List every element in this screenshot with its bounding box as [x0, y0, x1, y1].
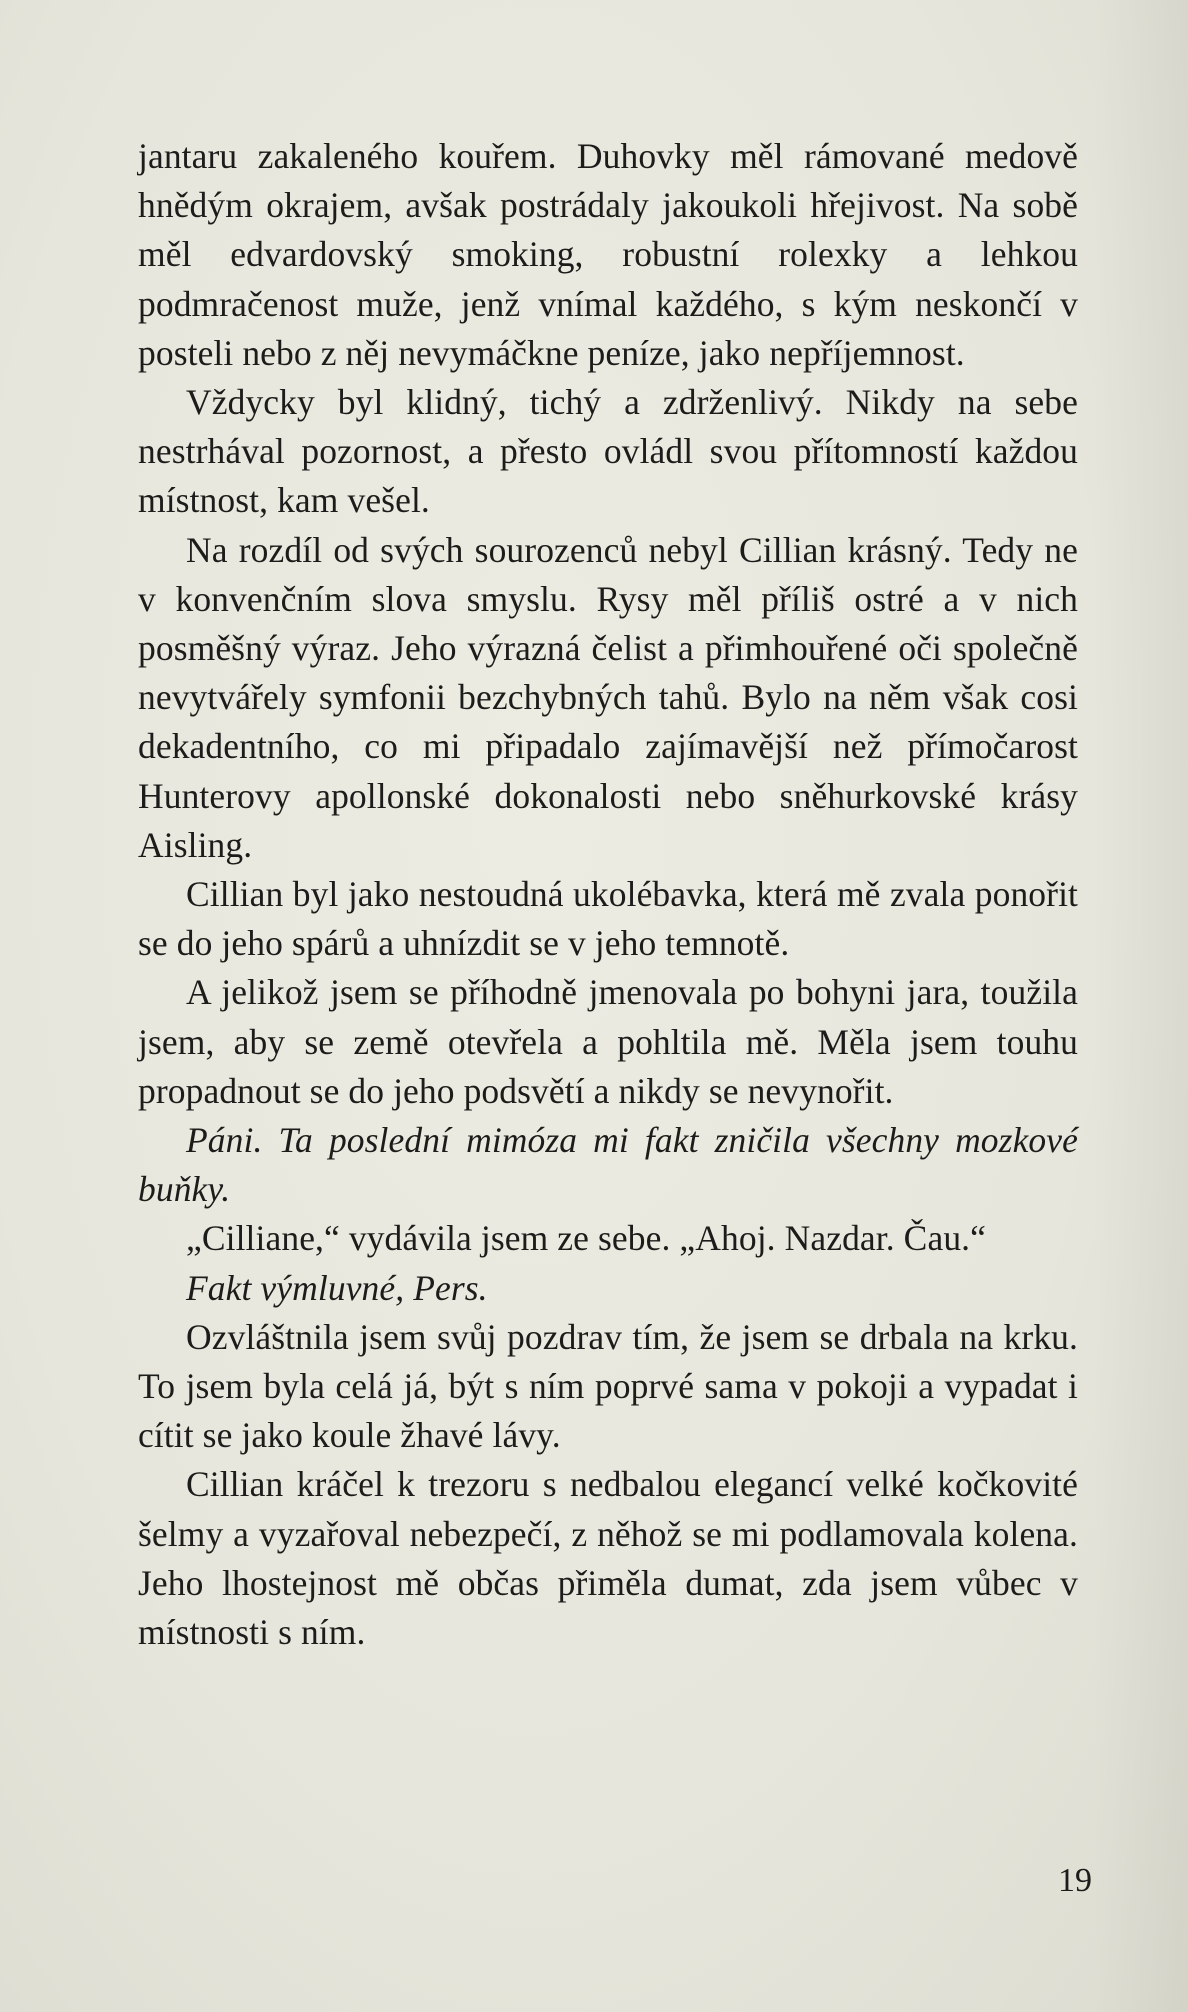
paragraph-10: Cillian kráčel k trezoru s nedbalou elegancí velké kočkovité šelmy a vyzařoval nebezpečí, z něhož se mi podlamovala kolena. Jeho lhostejnost mě občas přiměla dumat, zda jsem vůbec v místnosti s ním.: [138, 1464, 1078, 1653]
paragraph-1: jantaru zakaleného kouřem. Duhovky měl rámované medově hnědým okrajem, avšak postrádaly jakoukoli hřejivost. Na sobě měl edvardovský smoking, robustní rolexky a lehkou podmračenost muže, jenž vnímal každého, s kým neskončí v posteli nebo z něj nevymáčkne peníze, jako nepříjemnost.: [138, 136, 1078, 373]
body-text: [138, 132, 1078, 1657]
paragraph-2: Vždycky byl klidný, tichý a zdrženlivý. Nikdy na sebe nestrhával pozornost, a přesto ovládl svou přítomností každou místnost, kam vešel.: [138, 382, 1078, 521]
page-number: 19: [1058, 1862, 1092, 1899]
paragraph-8-italic: Fakt výmluvné, Pers.: [186, 1267, 488, 1308]
paragraph-3: Na rozdíl od svých sourozenců nebyl Cillian krásný. Tedy ne v konvenčním slova smyslu. Rysy měl příliš ostré a v nich posměšný výraz. Jeho výrazná čelist a přimhouřené oči společně nevytvářely symfonii bezchybných tahů. Bylo na něm však cosi dekadentního, co mi připadalo zajímavější než přímočarost Hunterovy apollonské dokonalosti nebo sněhurkovské krásy Aisling.: [138, 529, 1078, 865]
paragraph-5: A jelikož jsem se příhodně jmenovala po bohyni jara, toužila jsem, aby se země otevřela a pohltila mě. Měla jsem touhu propadnout se do jeho podsvětí a nikdy se nevynořit.: [138, 972, 1078, 1111]
paragraph-6-italic: Páni. Ta poslední mimóza mi fakt zničila všechny mozkové buňky.: [138, 1120, 1078, 1210]
paragraph-7: „Cilliane,“ vydávila jsem ze sebe. „Ahoj. Nazdar. Čau.“: [186, 1218, 987, 1259]
paragraph-9: Ozvláštnila jsem svůj pozdrav tím, že jsem se drbala na krku. To jsem byla celá já, být s ním poprvé sama v pokoji a vypadat i cítit se jako koule žhavé lávy.: [138, 1316, 1078, 1456]
paragraph-4: Cillian byl jako nestoudná ukolébavka, která mě zvala ponořit se do jeho spárů a uhnízdit se v jeho temnotě.: [138, 874, 1078, 964]
